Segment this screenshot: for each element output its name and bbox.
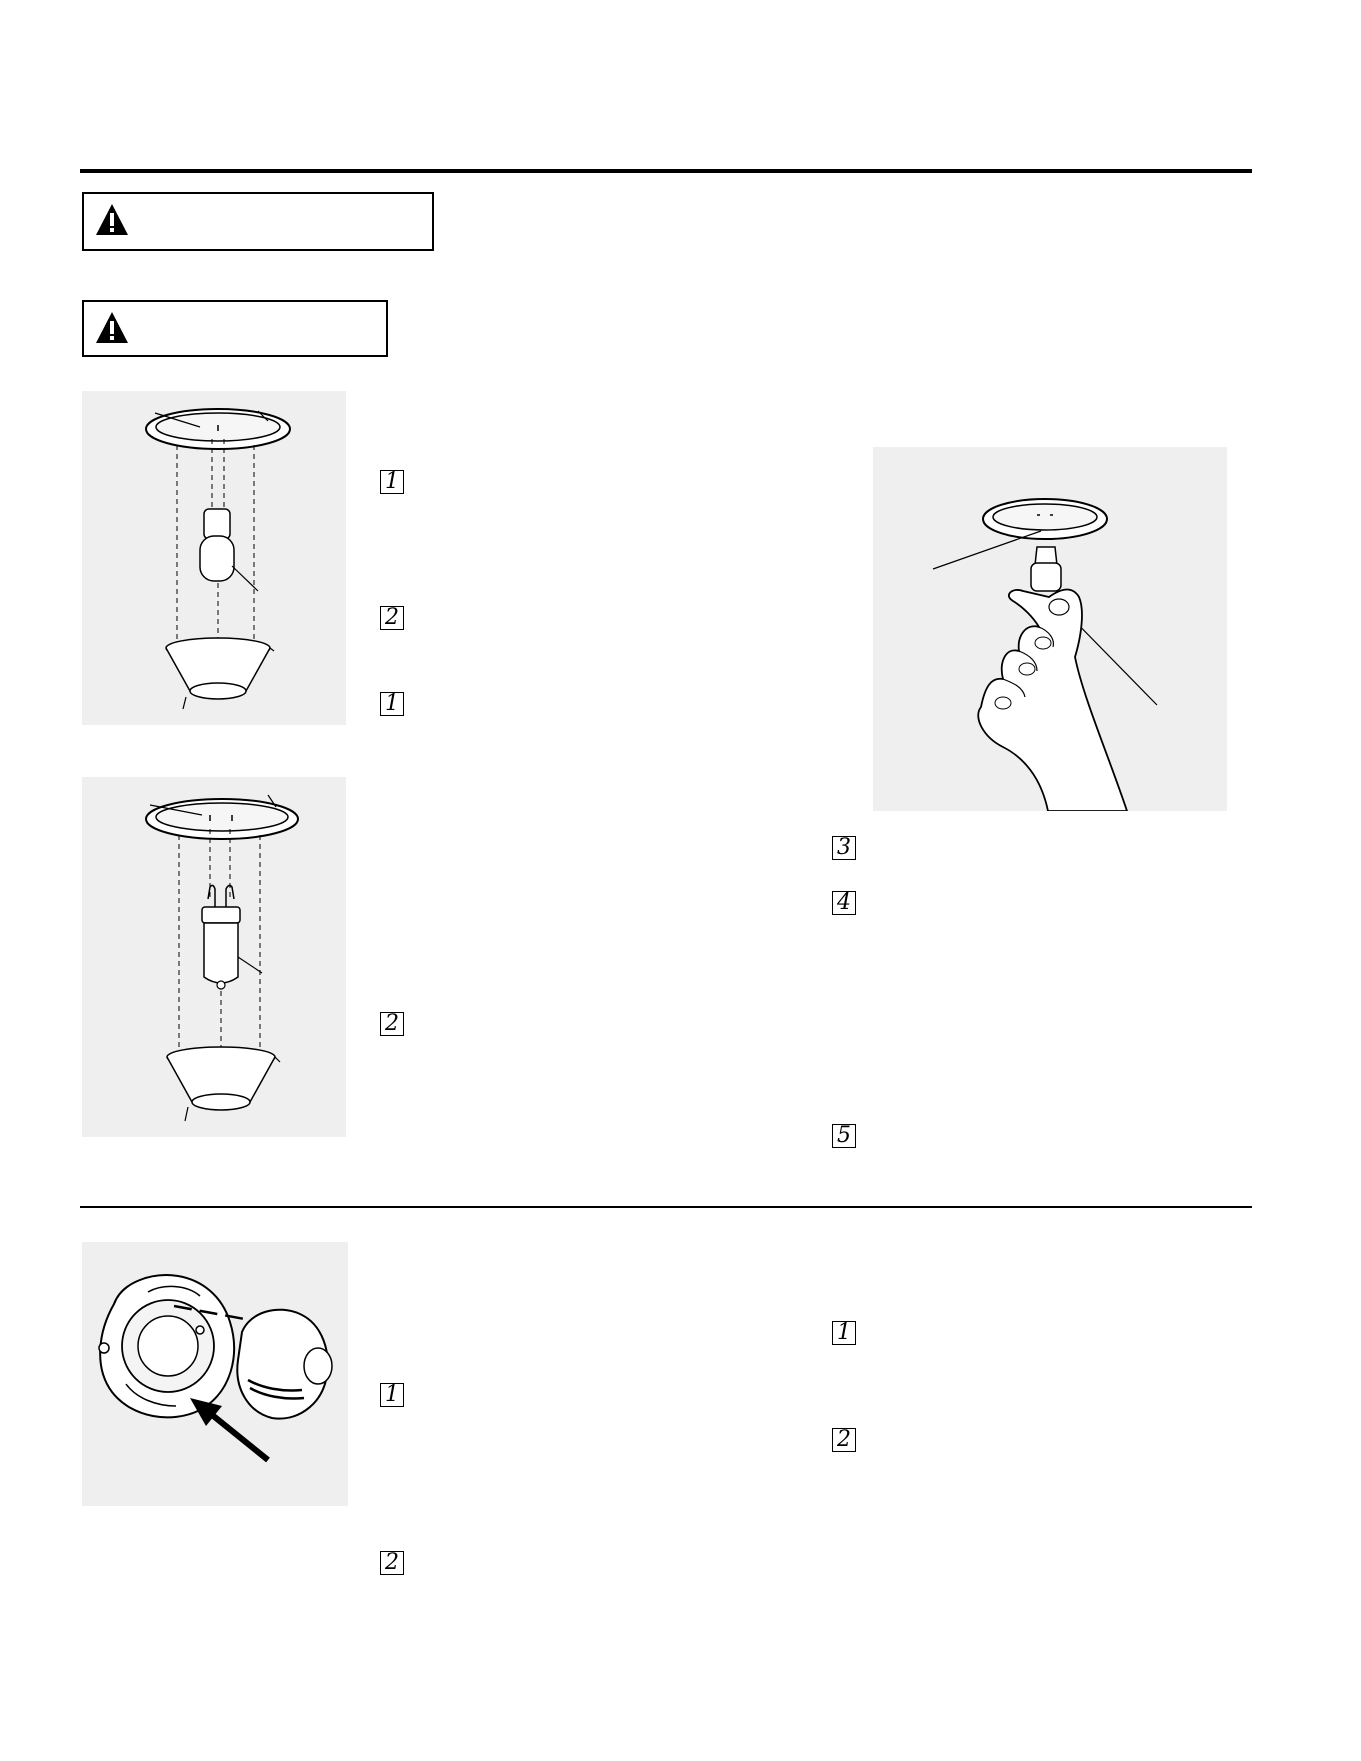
step-marker (832, 1124, 856, 1148)
warning-box-1 (82, 192, 434, 251)
hand-bulb-illustration (873, 447, 1227, 811)
step-marker (380, 1012, 404, 1036)
step-number: 1 (385, 469, 399, 494)
step-marker (380, 1551, 404, 1575)
warning-triangle-icon (94, 202, 130, 238)
step-number: 4 (837, 890, 851, 915)
bulb-exploded-illustration-2 (82, 777, 346, 1137)
step-number: 2 (385, 1011, 399, 1036)
step-number: 2 (385, 605, 399, 630)
step-marker (832, 836, 856, 860)
lens-cover-illustration (82, 1242, 348, 1506)
warning-triangle-icon (94, 310, 130, 346)
step-marker (832, 1428, 856, 1452)
step-number: 1 (385, 1382, 399, 1407)
bulb-exploded-illustration-1 (82, 391, 346, 725)
step-marker (832, 1321, 856, 1345)
step-number: 2 (837, 1427, 851, 1452)
top-rule (80, 169, 1252, 173)
step-number: 2 (385, 1550, 399, 1575)
section-divider (80, 1206, 1252, 1208)
step-number: 3 (837, 835, 851, 860)
warning-box-2 (82, 300, 388, 357)
step-marker (380, 470, 404, 494)
step-number: 1 (837, 1320, 851, 1345)
step-marker (380, 606, 404, 630)
step-marker (832, 891, 856, 915)
step-marker (380, 1383, 404, 1407)
step-number: 1 (385, 691, 399, 716)
step-number: 5 (837, 1123, 851, 1148)
step-marker (380, 692, 404, 716)
